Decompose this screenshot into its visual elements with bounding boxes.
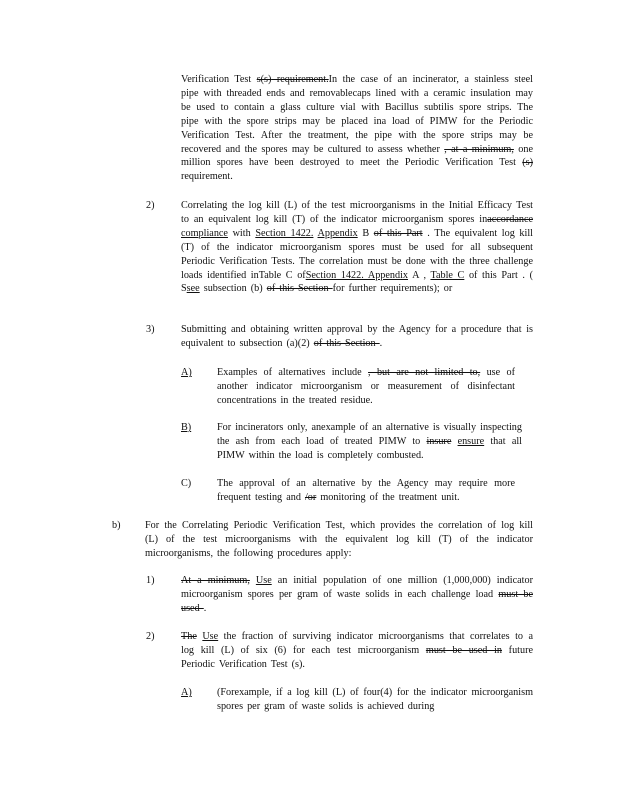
sub-b-text: [217, 421, 522, 463]
inserted-text: Use: [255, 575, 272, 586]
text-run: monitoring of the treatment unit.: [316, 491, 460, 503]
sub-label: B): [181, 422, 192, 433]
deleted-text: s(s): [256, 74, 272, 85]
inserted-text: Section 1422.: [255, 227, 314, 239]
item-number: 2): [146, 200, 155, 211]
deleted-text: At a minimum,: [181, 575, 250, 586]
deleted-text: , at a minimum,: [444, 143, 514, 155]
text-run: with: [227, 227, 256, 239]
text-run: Examples of alternatives include: [217, 367, 369, 378]
text-run: requirement.: [181, 171, 233, 183]
text-run: In the case of an incinerator, a stainless steel pipe with threaded ends and removablecaps lined with a ceramic insulation may be used to contain a glass culture vial with Bacillus subtilis spore strips. The pipe with the spore strips may be placed ina load of PIMW for the Periodic Verification Test. After the treatment, the pipe with the spore strips may be recovered and the spores may be cultured to assess whether: [181, 74, 534, 155]
deleted-text: /or: [304, 491, 317, 503]
section-label: b): [112, 520, 121, 531]
inserted-text: Use: [202, 631, 219, 642]
text-run: For incinerators only, anexample of an alternative is visually inspecting the ash from each load of treated PIMW to: [217, 422, 522, 447]
deleted-text: of this Section: [266, 283, 333, 295]
text-run: future Periodic Verification Test (s).: [181, 644, 534, 670]
inserted-text: compliance: [181, 227, 228, 239]
text-run: Verification Test: [181, 74, 257, 85]
sub-label: A): [181, 687, 192, 698]
text-run: subsection (b): [199, 283, 267, 295]
item-a2-text: [181, 199, 533, 296]
deleted-text: (s): [522, 157, 533, 169]
deleted-text: The: [181, 631, 197, 642]
text-run: (Forexample, if a log kill (L) of four(4) for the indicator microorganism spores per gram of waste solids is achieved during: [217, 687, 533, 712]
paragraph-continuation: [181, 73, 533, 184]
text-run: .: [379, 337, 383, 349]
item-number: 1): [146, 575, 155, 586]
deleted-text: must be used in: [425, 644, 502, 656]
sub-b2a-text: [217, 686, 533, 714]
text-run: one million spores have been destroyed to meet the Periodic Verification Test: [181, 143, 533, 169]
text-run: of this Part . ( S: [181, 269, 533, 295]
text-run: an initial population of one million (1,000,000) indicator microorganism spores per gram of waste solids in each challenge load: [181, 575, 533, 600]
inserted-text: Appendix: [317, 227, 358, 239]
deleted-text: , but are not limited to,: [368, 367, 481, 378]
inserted-text: Section 1422. Appendix: [305, 269, 409, 281]
item-number: 3): [146, 324, 155, 335]
item-b2-text: [181, 630, 533, 672]
deleted-text: must be used: [181, 588, 533, 614]
text-run: The approval of an alternative by the Agency may require more frequent testing and: [217, 478, 515, 503]
sub-label: C): [181, 478, 192, 489]
text-run: Submitting and obtaining written approval by the Agency for a procedure that is equivalent to subsection (a)(2): [181, 324, 533, 349]
inserted-text: Table C: [430, 269, 465, 281]
deleted-text: of this Section: [313, 337, 380, 349]
deleted-text: accordance: [487, 213, 533, 225]
deleted-text: of this Part: [373, 227, 423, 239]
deleted-text: requirement.: [271, 74, 329, 85]
inserted-text: see: [186, 283, 200, 295]
item-a3-text: [181, 323, 533, 351]
text-run: . The equivalent log kill (T) of the indicator microorganism spores must be used for all subsequent Periodic Verification Tests. The correlation must be done with the three challenge loads identified inTable C of: [181, 227, 534, 281]
item-b1-text: [181, 574, 533, 616]
text-run: B: [357, 227, 374, 239]
sub-a-text: [217, 366, 515, 408]
sub-label: A): [181, 367, 192, 378]
text-run: A ,: [408, 269, 431, 281]
text-run: .: [203, 602, 207, 614]
text-run: the fraction of surviving indicator microorganisms that correlates to a log kill (L) of six (6) for each test microorganism: [181, 631, 534, 656]
text-run: that all PIMW within the load is completely combusted.: [217, 435, 523, 461]
text-run: For the Correlating Periodic Verification Test, which provides the correlation of log kill (L) of the test microorganisms with the equivalent log kill (T) of the indicator microorganisms, the following procedures apply:: [145, 520, 533, 559]
item-number: 2): [146, 631, 155, 642]
inserted-text: ensure: [457, 435, 485, 447]
sub-c-text: [217, 477, 515, 505]
text-run: use of another indicator microorganism or measurement of disinfectant concentrations in the treated residue.: [217, 367, 515, 406]
text-run: Correlating the log kill (L) of the test microorganisms in the Initial Efficacy Test to an equivalent log kill (T) of the indicator microorganism spores in: [181, 200, 533, 225]
para-b-text: [145, 519, 533, 561]
deleted-text: insure: [426, 435, 452, 447]
text-run: for further requirements); or: [332, 283, 453, 295]
